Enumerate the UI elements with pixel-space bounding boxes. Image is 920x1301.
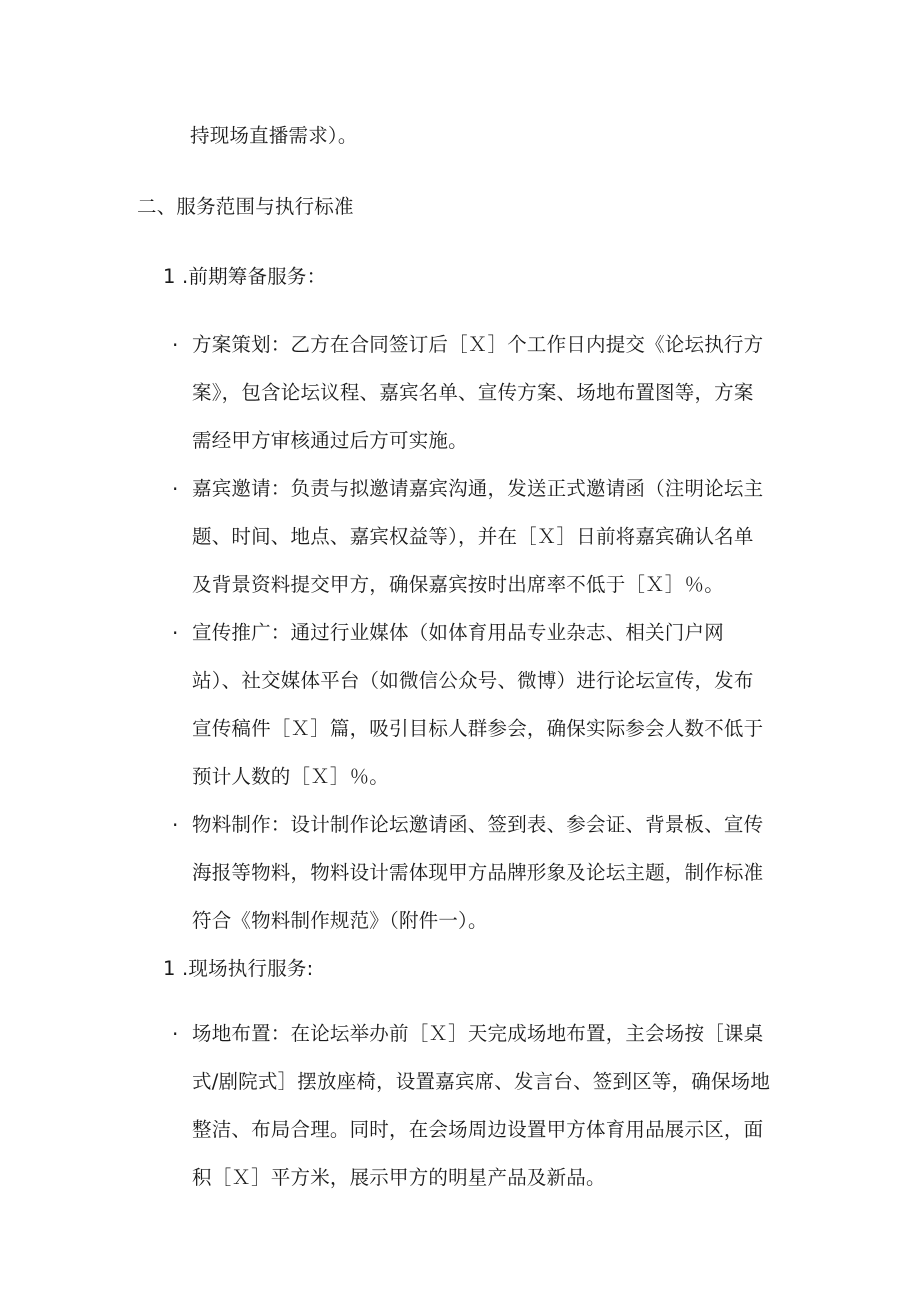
subsection-title: 1 .现场执行服务: <box>163 957 314 980</box>
subsection-title: 1 .前期筹备服务： <box>163 265 327 288</box>
list-item-line: 宣传推广：通过行业媒体（如体育用品专业杂志、相关门户网 <box>192 621 724 644</box>
list-item-line: 物料制作：设计制作论坛邀请函、签到表、参会证、背景板、宣传 <box>192 813 764 836</box>
list-item-line: 积［Ｘ］平方米，展示甲方的明星产品及新品。 <box>192 1166 606 1189</box>
list-item-line: 方案策划：乙方在合同签订后［Ｘ］个工作日内提交《论坛执行方 <box>192 333 764 356</box>
bullet-icon: · <box>172 333 179 357</box>
list-item-line: 站）、社交媒体平台（如微信公众号、微博）进行论坛宣传，发布 <box>192 669 754 692</box>
list-item-line: 需经甲方审核通过后方可实施。 <box>192 429 468 452</box>
bullet-icon: · <box>172 813 179 837</box>
bullet-icon: · <box>172 621 179 645</box>
list-item-line: 式/剧院式］摆放座椅，设置嘉宾席、发言台、签到区等，确保场地 <box>192 1070 771 1093</box>
list-item-line: 符合《物料制作规范》（附件一）。 <box>192 909 488 932</box>
bullet-icon: · <box>172 477 179 501</box>
list-item-line: 预计人数的［Ｘ］％。 <box>192 765 390 788</box>
list-item-line: 整洁、布局合理。同时，在会场周边设置甲方体育用品展示区，面 <box>192 1118 764 1141</box>
list-item-line: 海报等物料，物料设计需体现甲方品牌形象及论坛主题，制作标准 <box>192 861 764 884</box>
section-heading: 二、服务范围与执行标准 <box>137 195 354 218</box>
list-item-line: 题、时间、地点、嘉宾权益等），并在［Ｘ］日前将嘉宾确认名单 <box>192 525 754 548</box>
continuation-text: 持现场直播需求）。 <box>190 124 358 147</box>
list-item-line: 嘉宾邀请：负责与拟邀请嘉宾沟通，发送正式邀请函（注明论坛主 <box>192 477 764 500</box>
list-item-line: 宣传稿件［Ｘ］篇，吸引目标人群参会，确保实际参会人数不低于 <box>192 717 764 740</box>
list-item-line: 及背景资料提交甲方，确保嘉宾按时出席率不低于［Ｘ］％。 <box>192 573 724 596</box>
list-item-line: 场地布置：在论坛举办前［Ｘ］天完成场地布置，主会场按［课桌 <box>192 1022 764 1045</box>
list-item-line: 案》，包含论坛议程、嘉宾名单、宣传方案、场地布置图等，方案 <box>192 381 754 404</box>
bullet-icon: · <box>172 1022 179 1046</box>
